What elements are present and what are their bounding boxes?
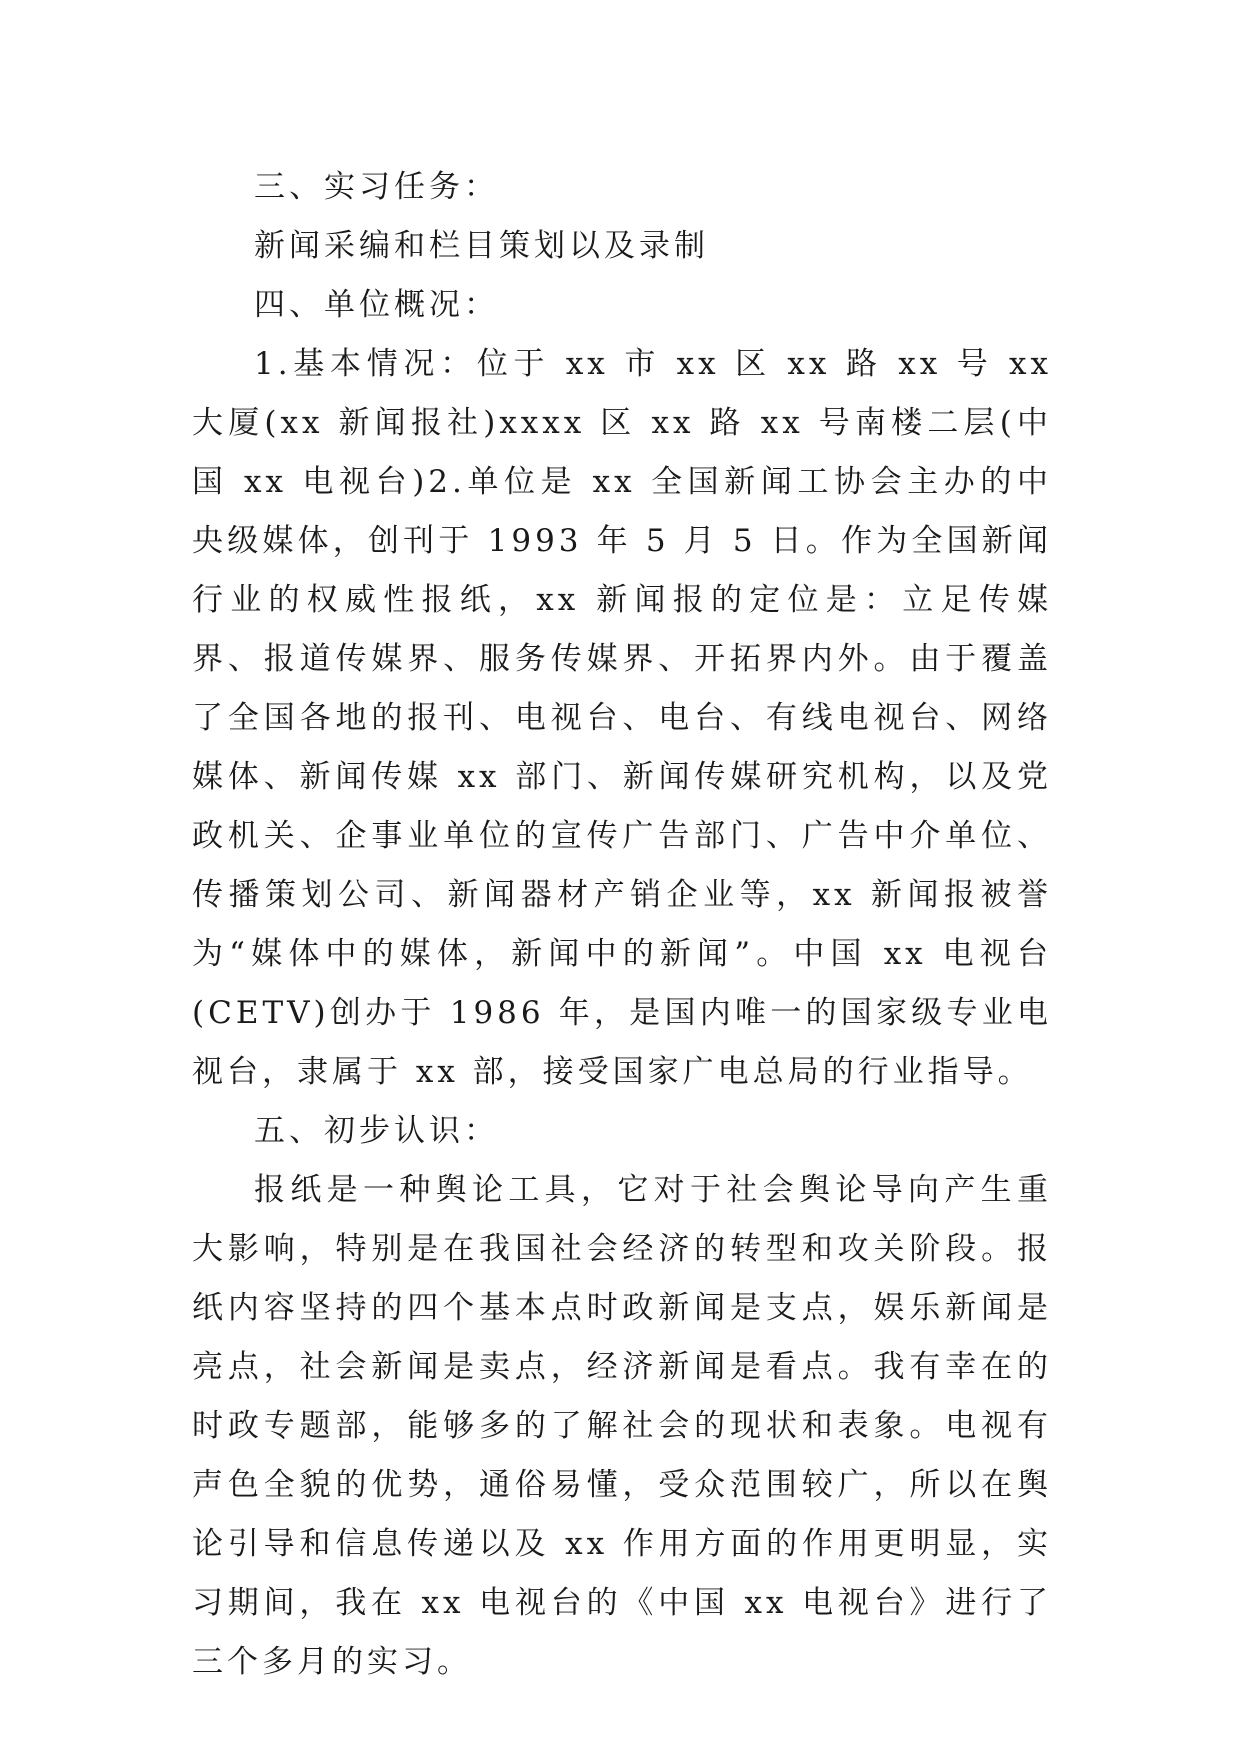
document-body	[192, 158, 1052, 1692]
paragraph-internship-tasks: 新闻采编和栏目策划以及录制	[254, 228, 709, 264]
section-heading-initial-understanding: 五、初步认识：	[254, 1113, 499, 1149]
section-heading-internship-tasks: 三、实习任务：	[254, 169, 499, 205]
paragraph-unit-overview: 1.基本情况：位于 xx 市 xx 区 xx 路 xx 号 xx 大厦(xx 新闻报社)xxxx 区 xx 路 xx 号南楼二层(中国 xx 电视台)2.单位是 xx 全国新闻工协会主办的中央级媒体，创刊于 1993 年 5 月 5 日。作为全国新闻行业的权威性报纸，xx 新闻报的定位是：立足传媒界、报道传媒界、服务传媒界、开拓界内外。由于覆盖了全国各地的报刊、电视台、电台、有线电视台、网络媒体、新闻传媒 xx 部门、新闻传媒研究机构，以及党政机关、企事业单位的宣传广告部门、广告中介单位、传播策划公司、新闻器材产销企业等，xx 新闻报被誉为“媒体中的媒体，新闻中的新闻”。中国 xx 电视台(CETV)创办于 1986 年，是国内唯一的国家级专业电视台，隶属于 xx 部，接受国家广电总局的行业指导。	[192, 346, 1053, 1090]
section-heading-unit-overview: 四、单位概况：	[254, 287, 499, 323]
paragraph-initial-understanding: 报纸是一种舆论工具，它对于社会舆论导向产生重大影响，特别是在我国社会经济的转型和攻关阶段。报纸内容坚持的四个基本点时政新闻是支点，娱乐新闻是亮点，社会新闻是卖点，经济新闻是看点。我有幸在的时政专题部，能够多的了解社会的现状和表象。电视有声色全貌的优势，通俗易懂，受众范围较广，所以在舆论引导和信息传递以及 xx 作用方面的作用更明显，实习期间，我在 xx 电视台的《中国 xx 电视台》进行了三个多月的实习。	[192, 1172, 1052, 1680]
